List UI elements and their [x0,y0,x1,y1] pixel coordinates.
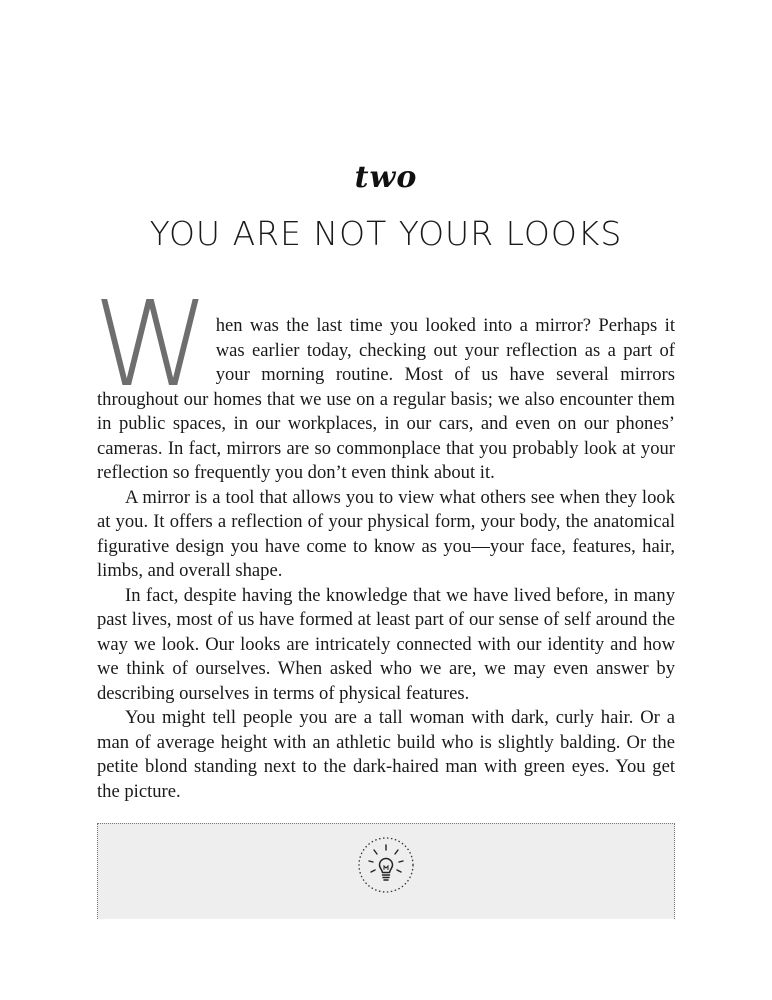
chapter-title: YOU ARE NOT YOUR LOOKS [149,214,623,253]
lightbulb-icon [357,836,415,894]
paragraph-3: In fact, despite having the knowledge that we have lived before, in many past lives, most of us have formed at least part of our sense of self around the way we look. Our looks are intricately connected with our identity and how we think of ourselves. When asked who we are, we may even answer by describing ourselves in terms of physical features. [97,584,675,704]
chapter-body [93,275,675,804]
paragraph-1-text: hen was the last time you looked into a mirror? Perhaps it was earlier today, checking out your reflection as a part of your morning routine. Most of us have several mirrors throughout our homes that we use on a regular basis; we also encounter them in public spaces, in our workplaces, in our cars, and even on our phones’ cameras. In fact, mirrors are so commonplace that you probably look at your reflection so frequently you don’t even think about it. [97,315,675,483]
tip-callout-box [97,823,675,919]
chapter-number: two [354,160,418,195]
drop-cap: W [93,275,206,413]
paragraph-4: You might tell people you are a tall woman with dark, curly hair. Or a man of average height with an athletic build who is slightly balding. Or the petite blond standing next to the dark-haired man with green eyes. You get the picture. [97,707,675,802]
paragraph-1 [93,275,675,486]
paragraph-2: A mirror is a tool that allows you to view what others see when they look at you. It offers a reflection of your physical form, your body, the anatomical figurative design you have come to know as you—your face, features, hair, limbs, and overall shape. [97,486,675,581]
